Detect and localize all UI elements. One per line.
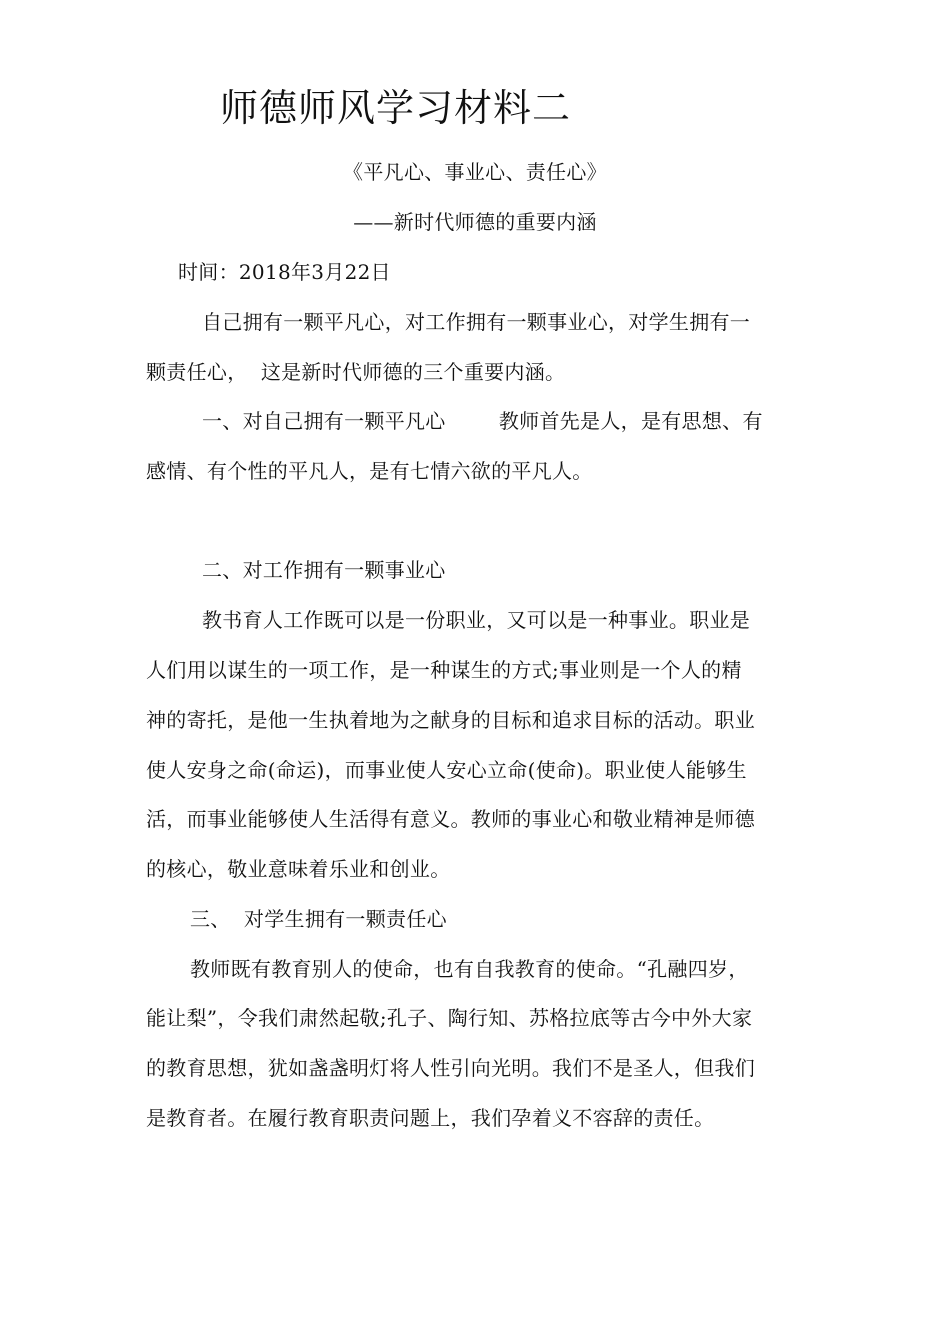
intro-line: 颗责任心， 这是新时代师德的三个重要内涵。 (146, 360, 566, 384)
section2-line: 人们用以谋生的一项工作，是一种谋生的方式;事业则是一个人的精 (146, 658, 742, 682)
intro-line: 自己拥有一颗平凡心，对工作拥有一颗事业心，对学生拥有一 (202, 310, 751, 334)
section2-line: 活，而事业能够使人生活得有意义。教师的事业心和敬业精神是师德 (146, 807, 755, 831)
section3-line: 能让梨”，令我们肃然起敬;孔子、陶行知、苏格拉底等古今中外大家 (146, 1006, 753, 1030)
section2-line: 使人安身之命(命运)，而事业使人安心立命(使命)。职业使人能够生 (146, 758, 747, 782)
document-title: 师德师风学习材料二 (220, 86, 572, 130)
document-subtitle: 《平凡心、事业心、责任心》 (343, 160, 607, 184)
section2-line: 的核心，敬业意味着乐业和创业。 (146, 857, 451, 881)
section1-line: 感情、有个性的平凡人，是有七情六欲的平凡人。 (146, 459, 593, 483)
date-line: 时间：2018年3月22日 (178, 260, 391, 284)
section3-line: 教师既有教育别人的使命，也有自我教育的使命。“孔融四岁， (190, 957, 749, 981)
section3-line: 是教育者。在履行教育职责问题上，我们孕着义不容辞的责任。 (146, 1106, 715, 1130)
section3-heading: 三、 对学生拥有一颗责任心 (190, 907, 447, 931)
section2-line: 教书育人工作既可以是一份职业，又可以是一种事业。职业是 (202, 608, 751, 632)
section1-line: 一、对自己拥有一颗平凡心 教师首先是人，是有思想、有 (202, 409, 763, 433)
section2-line: 神的寄托，是他一生执着地为之献身的目标和追求目标的活动。职业 (146, 708, 755, 732)
document-subheading: ——新时代师德的重要内涵 (353, 210, 597, 234)
section2-heading: 二、对工作拥有一颗事业心 (202, 558, 446, 582)
section3-line: 的教育思想，犹如盏盏明灯将人性引向光明。我们不是圣人，但我们 (146, 1056, 755, 1080)
